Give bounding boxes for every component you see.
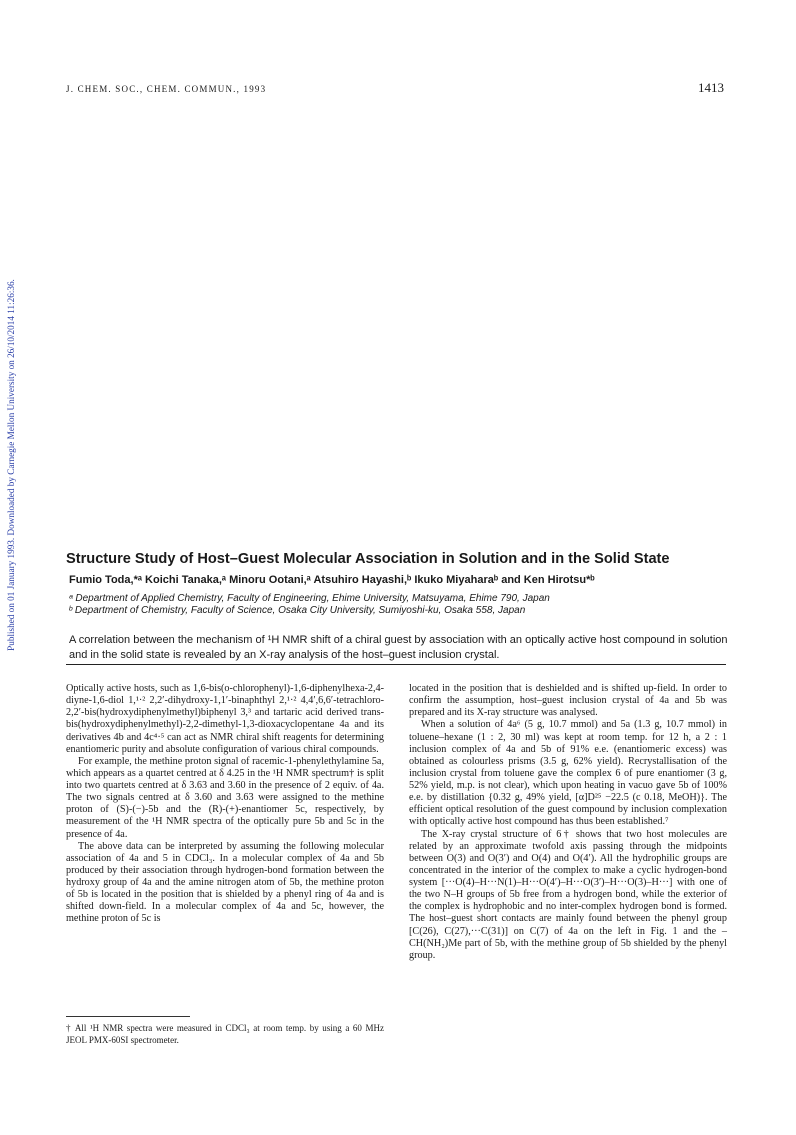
paragraph: For example, the methine proton signal of racemic-1-phenylethylamine 5a, which appears as a quartet centred at δ 4.25 in the ¹H NMR spectrum† is split into two quartets centred at δ 3.63 and 3.60 in the presence of 2 equiv. of 4a. The two signals centred at δ 3.60 and 3.63 were assigned to the methine proton of (S)-(−)-5b and the (R)-(+)-enantiomer 5c, respectively, by measurement of the ¹H NMR spectra of the optically pure 5b and 5c in the presence of 4a. [66,755,384,840]
paragraph: located in the position that is deshielded and is shifted up-field. In order to confirm the assumption, host–guest inclusion crystal of 4a and 5b was prepared and its X-ray structure was analysed. [409,683,727,719]
download-provenance-text[interactable]: Published on 01 January 1993. Downloaded by Carnegie Mellon University on 26/10/2014 11:26:36. [6,279,16,651]
article-title: Structure Study of Host–Guest Molecular Association in Solution and in the Solid State [66,551,670,567]
paragraph: When a solution of 4a⁶ (5 g, 10.7 mmol) and 5a (1.3 g, 10.7 mmol) in toluene–hexane (1 : 2, 30 ml) was kept at room temp. for 12 h, a 2 : 1 inclusion complex of 4a and 5b of 91% e.e. (enantiomeric excess) was obtained as colourless prisms (3.5 g, 62% yield). Recrystallisation of the inclusion crystal from toluene gave the complex 6 of pure enantiomer (3 g, 52% yield, m.p. is not clear), which upon heating in vacuo gave 5b of 100% e.e. by distillation {0.32 g, 49% yield, [α]D²⁵ −22.5 (c 0.18, MeOH)}. The efficient optical resolution of the guest compound by inclusion complexation with optically active host compound has thus been established.⁷ [409,719,727,828]
body-column-right [409,683,727,962]
paragraph: The X-ray crystal structure of 6† shows that two host molecules are related by an approximate twofold axis passing through the midpoints between O(3) and O(3′) and O(4) and O(4′). All the hydrophilic groups are concentrated in the interior of the complex to make a cyclic hydrogen-bond system [···O(4)–H···N(1)–H···O(4′)–H···O(3′)–H···O(3)–H···] with one of the two N–H groups of 5b free from a hydrogen bond, while the exterior of the complex is hydrophobic and no inter-complex hydrogen bond is formed. The host–guest short contacts are mainly found between the phenyl group [C(26), C(27),···C(31)] on C(7) of 4a on the left in Fig. 1 and the –CH(NH₂)Me part of 5b, with the methine group of 5b shielded by the phenyl group. [409,828,727,961]
running-head: J. CHEM. SOC., CHEM. COMMUN., 1993 [66,84,267,94]
affiliation-a: ᵃ Department of Applied Chemistry, Faculty of Engineering, Ehime University, Matsuyama, Ehime 790, Japan [69,593,550,604]
body-column-left [66,683,384,926]
affiliation-b: ᵇ Department of Chemistry, Faculty of Science, Osaka City University, Sumiyoshi-ku, Osaka 558, Japan [69,605,526,616]
paragraph: The above data can be interpreted by assuming the following molecular association of 4a and 5 in CDCl₃. In a molecular complex of 4a and 5b produced by their association through hydrogen-bond formation between the hydroxy group of 4a and the amine nitrogen atom of 5b, the methine proton of 5b is located in the position that is shielded by a phenyl ring of 4a and is shifted down-field. In a molecular complex of 4a and 5c, however, the methine proton of 5c is [66,840,384,925]
footnote-divider [66,1016,190,1017]
abstract: A correlation between the mechanism of ¹H NMR shift of a chiral guest by association with an optically active host compound in solution and in the solid state is revealed by an X-ray analysis of the host–guest inclusion crystal. [69,634,728,661]
footnote: † All ¹H NMR spectra were measured in CDCl₃ at room temp. by using a 60 MHz JEOL PMX-60SI spectrometer. [66,1023,384,1045]
abstract-divider [66,664,726,665]
download-provenance-note [4,255,18,675]
author-list: Fumio Toda,*ᵃ Koichi Tanaka,ᵃ Minoru Ootani,ᵃ Atsuhiro Hayashi,ᵇ Ikuko Miyaharaᵇ and Ken Hirotsu*ᵇ [69,574,595,586]
page-number: 1413 [698,80,724,95]
paragraph: Optically active hosts, such as 1,6-bis(o-chlorophenyl)-1,6-diphenylhexa-2,4-diyne-1,6-diol 1,¹·² 2,2′-dihydroxy-1,1′-binaphthyl 2,¹·² 4,4′,6,6′-tetrachloro-2,2′-bis(hydroxydiphenylmethyl)biphenyl 3,³ and tartaric acid derived trans-bis(hydroxydiphenylmethyl)-2,2-dimethyl-1,3-dioxacyclopentane 4a and its derivatives 4b and 4c⁴·⁵ can act as NMR chiral shift reagents for determining enantiomeric purity and absolute configuration of various chiral compounds. [66,683,384,755]
